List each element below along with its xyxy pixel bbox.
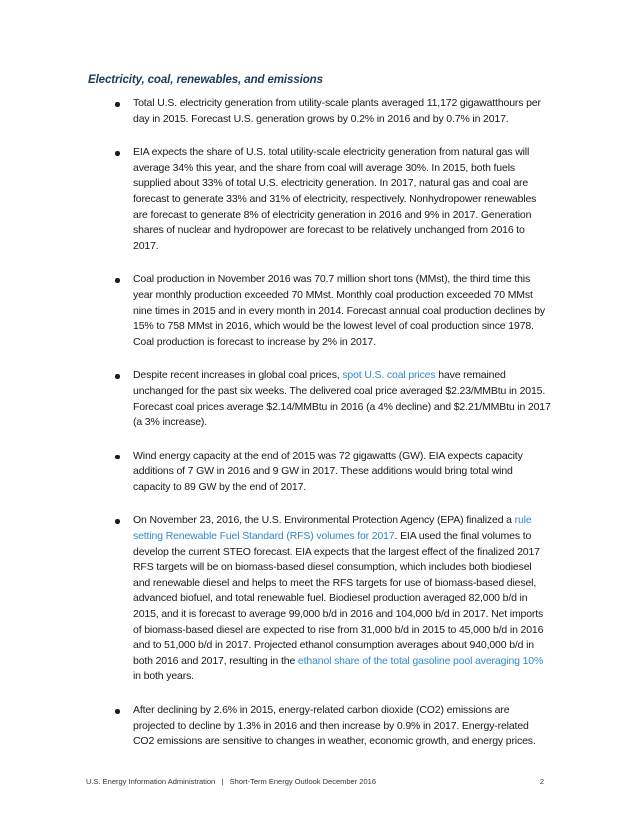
rfs-rule-link[interactable]: rule setting Renewable Fuel Standard (RFS) volumes for 2017 (133, 514, 532, 543)
page-number: 2 (539, 777, 544, 786)
bullet-item-generation (115, 96, 551, 127)
bullet-text: After declining by 2.6% in 2015, energy-related carbon dioxide (CO2) emissions are projected to decline by 1.3% in 2016 and then increase by 0.9% in 2017. Energy-related CO2 emissions are sensitive to changes in weather, economic growth, and energy prices. (133, 704, 536, 748)
section-heading: Electricity, coal, renewables, and emissions (88, 74, 323, 86)
bullet-item-rfs (115, 513, 551, 685)
bullet-text: Despite recent increases in global coal prices, (133, 369, 343, 382)
bullet-text: Coal production in November 2016 was 70.7 million short tons (MMst), the third time this year monthly production exceeded 70 MMst. Monthly coal production exceeded 70 MMst nine times in 2015 and in every month in 2014. Forecast annual coal production declines by 15% to 758 MMst in 2016, which would be the lowest level of coal production since 1978. Coal production is forecast to increase by 2% in 2017. (133, 273, 546, 348)
bullet-text: Wind energy capacity at the end of 2015 was 72 gigawatts (GW). EIA expects capacity additions of 7 GW in 2016 and 9 GW in 2017. These additions would bring total wind capacity to 89 GW by the end of 2017. (133, 449, 523, 493)
bullet-text: EIA expects the share of U.S. total utility-scale electricity generation from natural gas will average 34% this year, and the share from coal will average 30%. In 2015, both fuels supplied about 33% of total U.S. electricity generation. In 2017, natural gas and coal are forecast to generate 33% and 31% of electricity, respectively. Nonhydropower renewables are forecast to generate 8% of electricity generation in 2016 and 9% in 2017. Generation shares of nuclear and hydropower are forecast to be relatively unchanged from 2016 to 2017. (133, 146, 537, 252)
bullet-item-wind-capacity (115, 449, 551, 496)
spot-coal-prices-link[interactable]: spot U.S. coal prices (342, 369, 436, 382)
footer-source: U.S. Energy Information Administration | Short-Term Energy Outlook December 2016 (86, 777, 376, 786)
bullet-text: Total U.S. electricity generation from utility-scale plants averaged 11,172 gigawatthours per day in 2015. Forecast U.S. generation grows by 0.2% in 2016 and by 0.7% in 2017. (133, 97, 541, 125)
bullet-item-co2-emissions (115, 703, 551, 750)
bullet-text: On November 23, 2016, the U.S. Environmental Protection Agency (EPA) finalized a (133, 514, 515, 527)
bullet-item-coal-prices (115, 368, 551, 430)
bullet-text: in both years. (133, 670, 194, 683)
bullet-dot-icon (115, 709, 120, 714)
ethanol-share-link[interactable]: ethanol share of the total gasoline pool averaging 10% (297, 654, 544, 667)
bullet-text: . EIA used the final volumes to develop the current STEO forecast. EIA expects that the largest effect of the finalized 2017 RFS targets will be on biomass-based diesel consumption, which includes both biodiesel and renewable diesel and helps to meet the RFS targets for use of biomass-based diesel, advanced biofuel, and total renewable fuel. Biodiesel production averaged 82,000 b/d in 2015, and it is forecast to average 99,000 b/d in 2016 and 104,000 b/d in 2017. Net imports of biomass-based diesel are expected to rise from 31,000 b/d in 2015 to 45,000 b/d in 2016 and to 51,000 b/d in 2017. Projected ethanol consumption averages about 940,000 b/d in both 2016 and 2017, resulting in the (133, 530, 544, 667)
bullet-list (115, 96, 551, 768)
bullet-dot-icon (115, 102, 120, 107)
bullet-dot-icon (115, 278, 120, 283)
bullet-item-coal-production (115, 272, 551, 350)
bullet-dot-icon (115, 455, 120, 460)
bullet-dot-icon (115, 374, 120, 379)
bullet-dot-icon (115, 151, 120, 156)
bullet-dot-icon (115, 519, 120, 524)
bullet-text: have remained unchanged for the past six weeks. The delivered coal price averaged $2.23/MMBtu in 2015. Forecast coal prices average $2.14/MMBtu in 2016 (a 4% decline) and $2.21/MMBtu in 2017 (a 3% increase). (133, 369, 551, 429)
bullet-item-generation-shares (115, 145, 551, 254)
